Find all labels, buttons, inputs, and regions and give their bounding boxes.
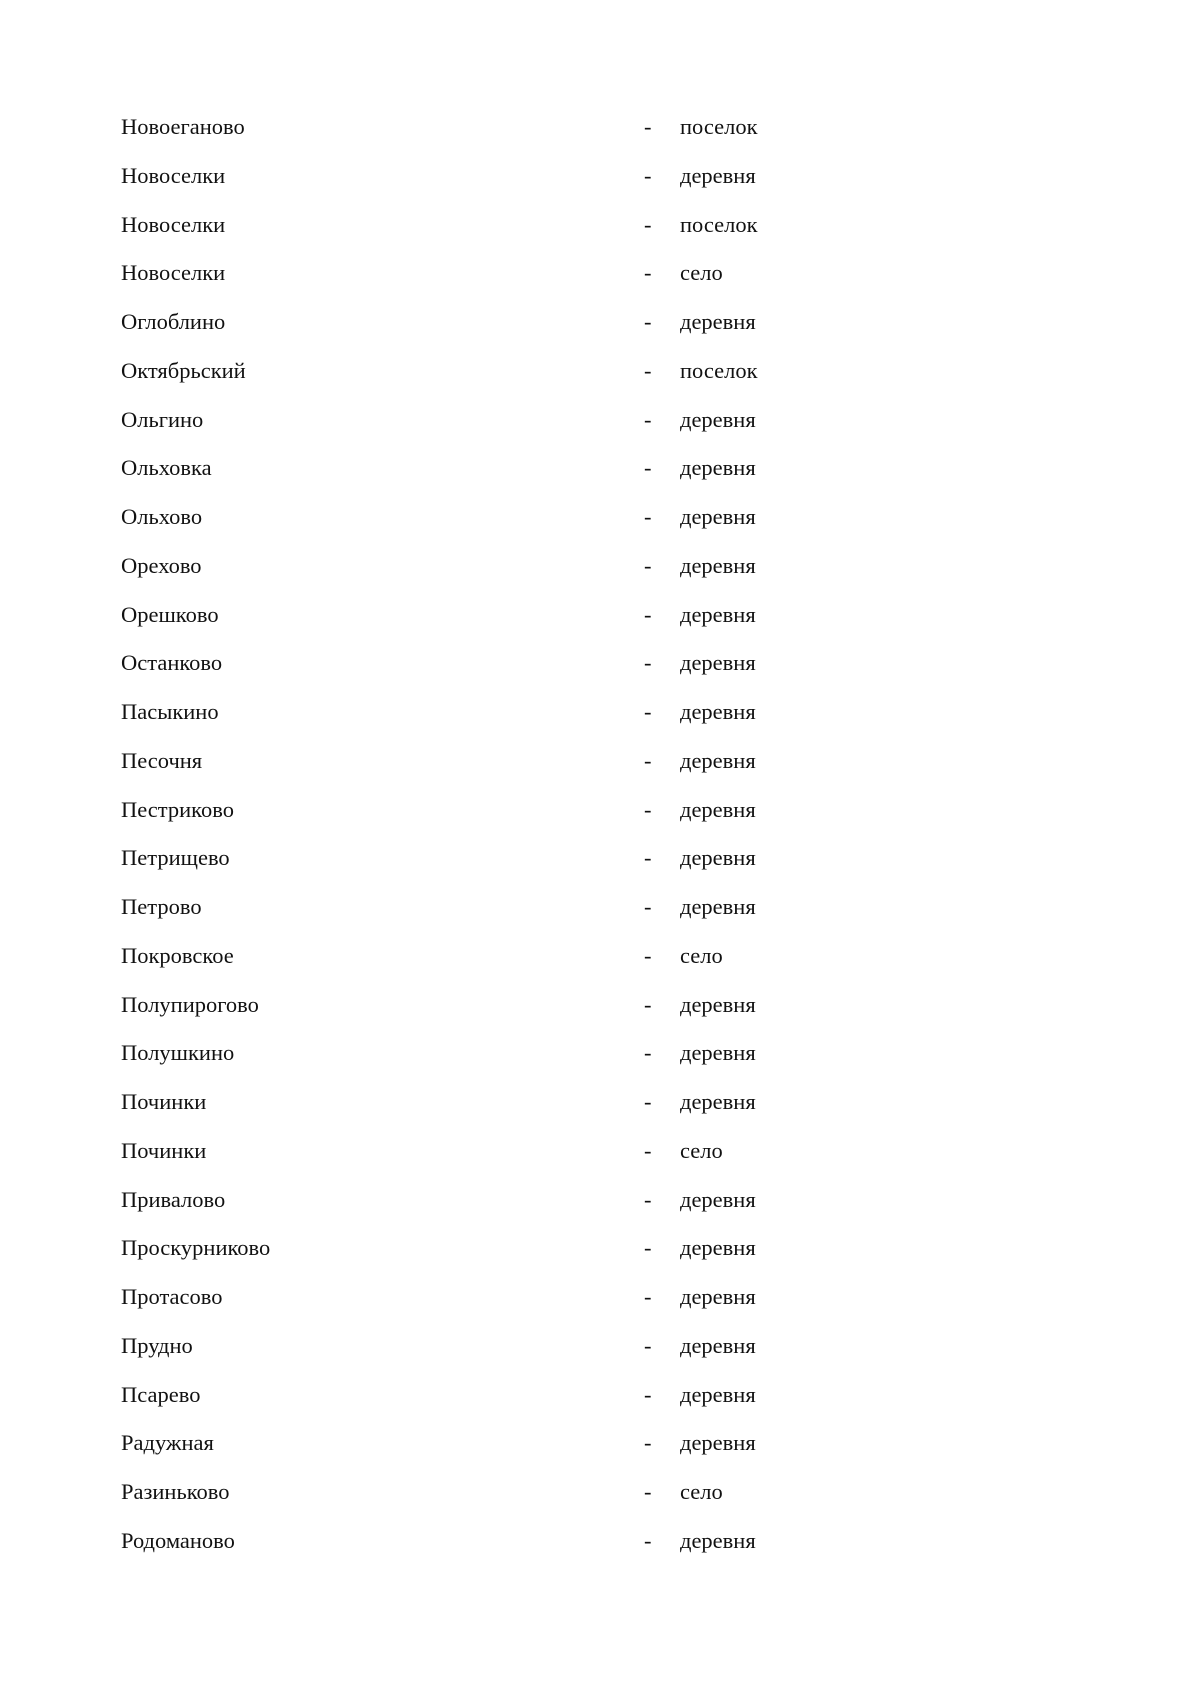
settlement-name: Полупирогово (121, 991, 259, 1017)
separator-dash: - (644, 114, 652, 139)
settlement-name: Ольховка (121, 455, 212, 481)
settlement-list (121, 103, 921, 1566)
list-item (121, 152, 921, 201)
settlement-type: деревня (680, 1381, 756, 1407)
list-item (121, 298, 921, 347)
settlement-name: Ольгино (121, 406, 204, 432)
settlement-name: Протасово (121, 1284, 223, 1309)
settlement-type: деревня (680, 552, 756, 578)
settlement-name: Орехово (121, 552, 202, 578)
settlement-type: деревня (680, 699, 756, 724)
settlement-type: деревня (680, 650, 756, 676)
separator-dash: - (644, 260, 652, 286)
separator-dash: - (644, 1381, 652, 1407)
list-item (121, 1273, 921, 1322)
list-item (121, 542, 921, 591)
settlement-type: деревня (680, 162, 756, 188)
settlement-name: Октябрьский (121, 357, 246, 383)
settlement-type: село (680, 260, 723, 286)
settlement-name: Родоманово (121, 1527, 235, 1553)
list-item (121, 981, 921, 1030)
settlement-name: Новоселки (121, 162, 226, 188)
separator-dash: - (644, 1235, 652, 1261)
separator-dash: - (644, 650, 652, 676)
settlement-name: Радужная (121, 1430, 214, 1456)
settlement-type: деревня (680, 845, 756, 871)
settlement-name: Привалово (121, 1186, 226, 1212)
list-item (121, 688, 921, 737)
separator-dash: - (644, 1527, 652, 1553)
settlement-type: деревня (680, 747, 756, 773)
list-item (121, 347, 921, 396)
separator-dash: - (644, 357, 652, 383)
settlement-name: Оглоблино (121, 309, 226, 334)
list-item (121, 201, 921, 250)
settlement-type: деревня (680, 1186, 756, 1212)
settlement-name: Разиньково (121, 1479, 230, 1504)
separator-dash: - (644, 845, 652, 871)
separator-dash: - (644, 1479, 652, 1504)
separator-dash: - (644, 894, 652, 919)
separator-dash: - (644, 991, 652, 1017)
list-item (121, 1127, 921, 1176)
settlement-name: Прудно (121, 1332, 193, 1358)
settlement-type: деревня (680, 991, 756, 1017)
list-item (121, 883, 921, 932)
separator-dash: - (644, 1332, 652, 1358)
settlement-name: Починки (121, 1089, 207, 1114)
settlement-type: село (680, 942, 723, 968)
settlement-name: Покровское (121, 942, 234, 968)
settlement-type: село (680, 1479, 723, 1504)
list-item (121, 1419, 921, 1468)
settlement-type: деревня (680, 1332, 756, 1358)
list-item (121, 1176, 921, 1225)
settlement-type: поселок (680, 114, 758, 139)
separator-dash: - (644, 1089, 652, 1114)
separator-dash: - (644, 211, 652, 237)
settlement-type: деревня (680, 455, 756, 481)
list-item (121, 834, 921, 883)
settlement-name: Проскурниково (121, 1235, 271, 1261)
settlement-type: деревня (680, 1284, 756, 1309)
separator-dash: - (644, 552, 652, 578)
separator-dash: - (644, 796, 652, 822)
list-item (121, 444, 921, 493)
list-item (121, 103, 921, 152)
separator-dash: - (644, 1040, 652, 1066)
list-item (121, 493, 921, 542)
settlement-type: деревня (680, 406, 756, 432)
list-item (121, 1224, 921, 1273)
settlement-name: Орешково (121, 601, 219, 627)
list-item (121, 1371, 921, 1420)
list-item (121, 249, 921, 298)
list-item (121, 737, 921, 786)
list-item (121, 932, 921, 981)
list-item (121, 1517, 921, 1566)
list-item (121, 1322, 921, 1371)
separator-dash: - (644, 162, 652, 188)
settlement-type: деревня (680, 309, 756, 334)
list-item (121, 396, 921, 445)
separator-dash: - (644, 942, 652, 968)
list-item (121, 591, 921, 640)
list-item (121, 639, 921, 688)
settlement-name: Починки (121, 1137, 207, 1163)
settlement-type: деревня (680, 1040, 756, 1066)
separator-dash: - (644, 406, 652, 432)
settlement-type: деревня (680, 1527, 756, 1553)
settlement-name: Песочня (121, 747, 203, 773)
separator-dash: - (644, 601, 652, 627)
list-item (121, 1078, 921, 1127)
list-item (121, 786, 921, 835)
settlement-name: Ольхово (121, 504, 203, 529)
separator-dash: - (644, 504, 652, 529)
settlement-name: Петрищево (121, 845, 230, 871)
settlement-type: деревня (680, 1089, 756, 1114)
settlement-type: деревня (680, 894, 756, 919)
settlement-name: Пестриково (121, 796, 234, 822)
settlement-name: Полушкино (121, 1040, 235, 1066)
settlement-type: деревня (680, 796, 756, 822)
separator-dash: - (644, 309, 652, 334)
settlement-name: Новоселки (121, 260, 226, 286)
settlement-type: поселок (680, 211, 758, 237)
settlement-type: деревня (680, 1430, 756, 1456)
settlement-name: Псарево (121, 1381, 201, 1407)
settlement-name: Новоселки (121, 211, 226, 237)
settlement-name: Останково (121, 650, 223, 676)
separator-dash: - (644, 699, 652, 724)
settlement-name: Пасыкино (121, 699, 219, 724)
separator-dash: - (644, 747, 652, 773)
separator-dash: - (644, 455, 652, 481)
separator-dash: - (644, 1284, 652, 1309)
settlement-type: деревня (680, 601, 756, 627)
settlement-type: деревня (680, 1235, 756, 1261)
settlement-type: поселок (680, 357, 758, 383)
separator-dash: - (644, 1186, 652, 1212)
settlement-name: Новоеганово (121, 114, 245, 139)
settlement-type: деревня (680, 504, 756, 529)
list-item (121, 1468, 921, 1517)
separator-dash: - (644, 1430, 652, 1456)
settlement-type: село (680, 1137, 723, 1163)
separator-dash: - (644, 1137, 652, 1163)
settlement-name: Петрово (121, 894, 202, 919)
list-item (121, 1029, 921, 1078)
